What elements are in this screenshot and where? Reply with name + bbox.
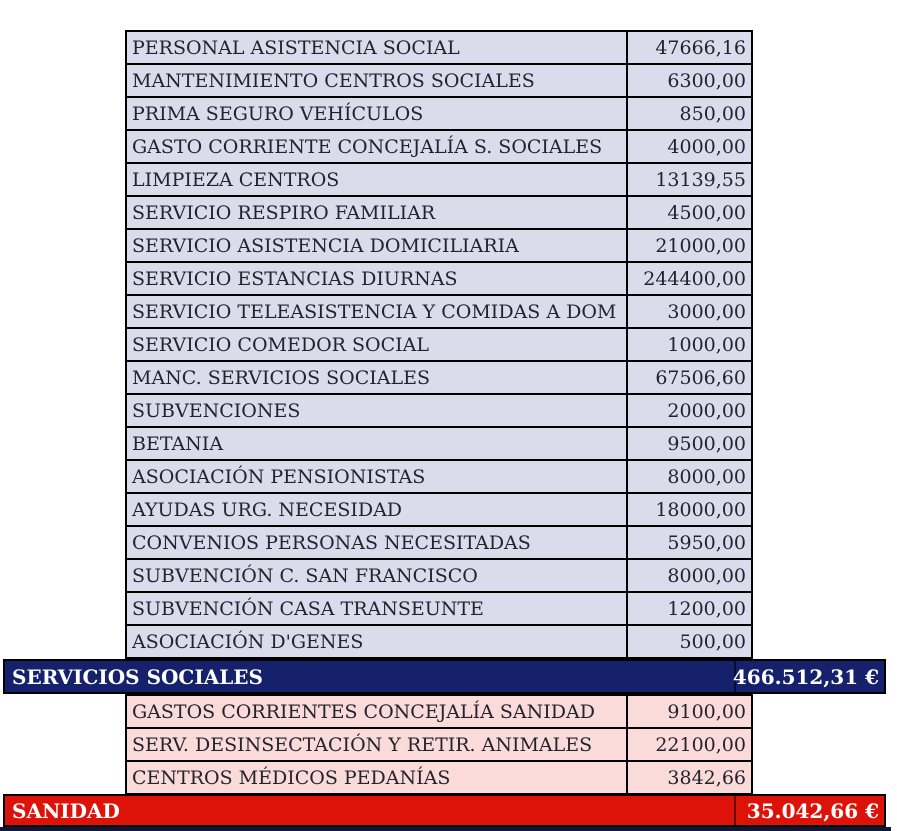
row-value-cell[interactable]: 18000,00 [627,493,752,526]
row-label-cell[interactable]: SERVICIO ASISTENCIA DOMICILIARIA [126,229,627,262]
row-value-cell[interactable]: 47666,16 [627,31,752,64]
row-value-cell[interactable]: 850,00 [627,97,752,130]
row-label-cell[interactable]: ASOCIACIÓN D'GENES [126,625,627,658]
row-value-cell[interactable]: 1000,00 [627,328,752,361]
table-row[interactable] [126,728,752,761]
row-value-cell[interactable]: 8000,00 [627,460,752,493]
row-value-cell[interactable]: 500,00 [627,625,752,658]
row-label-cell[interactable]: MANC. SERVICIOS SOCIALES [126,361,627,394]
row-value-cell[interactable]: 3842,66 [627,761,752,794]
table-row[interactable] [126,328,752,361]
row-value-cell[interactable]: 4500,00 [627,196,752,229]
row-value-cell[interactable]: 22100,00 [627,728,752,761]
row-label-cell[interactable]: PERSONAL ASISTENCIA SOCIAL [126,31,627,64]
detail-table-body [126,695,752,794]
row-label-cell[interactable]: GASTO CORRIENTE CONCEJALÍA S. SOCIALES [126,130,627,163]
row-value-cell[interactable]: 2000,00 [627,394,752,427]
row-value-cell[interactable]: 8000,00 [627,559,752,592]
row-label-cell[interactable]: SUBVENCIÓN C. SAN FRANCISCO [126,559,627,592]
table-row[interactable] [126,592,752,625]
row-label-cell[interactable]: ASOCIACIÓN PENSIONISTAS [126,460,627,493]
row-label-cell[interactable]: AYUDAS URG. NECESIDAD [126,493,627,526]
detail-table-body [126,31,752,658]
row-value-cell[interactable]: 3000,00 [627,295,752,328]
row-value-cell[interactable]: 9500,00 [627,427,752,460]
table-row[interactable] [126,460,752,493]
table-row[interactable] [126,64,752,97]
table-row[interactable] [126,229,752,262]
row-value-cell[interactable]: 13139,55 [627,163,752,196]
row-label-cell[interactable]: BETANIA [126,427,627,460]
row-label-cell[interactable]: SERVICIO RESPIRO FAMILIAR [126,196,627,229]
table-row[interactable] [126,526,752,559]
detail-table [125,694,753,795]
row-value-cell[interactable]: 21000,00 [627,229,752,262]
section-total-value: 35.042,66 € [734,796,884,825]
section-total-value: 466.512,31 € [734,661,884,692]
table-row[interactable] [126,97,752,130]
table-row[interactable] [126,394,752,427]
table-row[interactable] [126,130,752,163]
row-label-cell[interactable]: MANTENIMIENTO CENTROS SOCIALES [126,64,627,97]
table-row[interactable] [126,625,752,658]
detail-table [125,30,753,659]
table-row[interactable] [126,427,752,460]
row-label-cell[interactable]: PRIMA SEGURO VEHÍCULOS [126,97,627,130]
row-value-cell[interactable]: 1200,00 [627,592,752,625]
row-label-cell[interactable]: SERVICIO ESTANCIAS DIURNAS [126,262,627,295]
table-row[interactable] [126,295,752,328]
row-value-cell[interactable]: 67506,60 [627,361,752,394]
section-total-row[interactable] [3,794,886,827]
next-section-row-edge [0,827,891,831]
table-row[interactable] [126,559,752,592]
row-label-cell[interactable]: LIMPIEZA CENTROS [126,163,627,196]
row-label-cell[interactable]: SERVICIO COMEDOR SOCIAL [126,328,627,361]
table-row[interactable] [126,493,752,526]
table-row[interactable] [126,196,752,229]
row-label-cell[interactable]: CONVENIOS PERSONAS NECESITADAS [126,526,627,559]
row-label-cell[interactable]: SERV. DESINSECTACIÓN Y RETIR. ANIMALES [126,728,627,761]
section-total-row[interactable] [3,659,886,694]
row-label-cell[interactable]: SERVICIO TELEASISTENCIA Y COMIDAS A DOM [126,295,627,328]
row-value-cell[interactable]: 6300,00 [627,64,752,97]
table-row[interactable] [126,761,752,794]
table-row[interactable] [126,361,752,394]
section-total-label: SANIDAD [12,798,120,823]
row-label-cell[interactable]: SUBVENCIONES [126,394,627,427]
table-row[interactable] [126,695,752,728]
table-row[interactable] [126,163,752,196]
row-value-cell[interactable]: 9100,00 [627,695,752,728]
row-value-cell[interactable]: 4000,00 [627,130,752,163]
table-row[interactable] [126,31,752,64]
row-label-cell[interactable]: SUBVENCIÓN CASA TRANSEUNTE [126,592,627,625]
row-label-cell[interactable]: GASTOS CORRIENTES CONCEJALÍA SANIDAD [126,695,627,728]
row-label-cell[interactable]: CENTROS MÉDICOS PEDANÍAS [126,761,627,794]
row-value-cell[interactable]: 5950,00 [627,526,752,559]
row-value-cell[interactable]: 244400,00 [627,262,752,295]
section-total-label: SERVICIOS SOCIALES [12,664,263,689]
table-row[interactable] [126,262,752,295]
